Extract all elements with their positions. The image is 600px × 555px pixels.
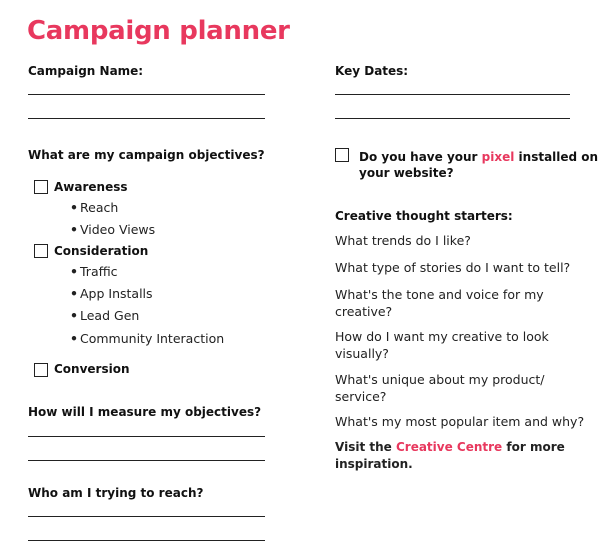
reach-line-1[interactable] bbox=[28, 516, 265, 517]
pixel-question bbox=[359, 149, 598, 181]
bullet-traffic: • Traffic bbox=[70, 264, 118, 279]
question-unique-line2: service? bbox=[335, 389, 387, 404]
measure-heading: How will I measure my objectives? bbox=[28, 405, 262, 419]
bullet-app-installs: • App Installs bbox=[70, 286, 153, 301]
visit-before: Visit the bbox=[335, 440, 396, 454]
bullet-lead-gen: • Lead Gen bbox=[70, 308, 140, 323]
conversion-checkbox[interactable] bbox=[34, 363, 48, 377]
key-dates-line-2[interactable] bbox=[335, 118, 570, 119]
page-title: Campaign planner bbox=[27, 16, 290, 46]
visit-text bbox=[335, 439, 565, 473]
objectives-heading: What are my campaign objectives? bbox=[28, 148, 265, 162]
bullet-traffic-text: Traffic bbox=[80, 264, 118, 279]
bullet-lead-gen-text: Lead Gen bbox=[80, 308, 140, 323]
bullet-community-interaction-text: Community Interaction bbox=[80, 331, 225, 346]
reach-heading: Who am I trying to reach? bbox=[28, 486, 204, 500]
bullet-community-interaction: • Community Interaction bbox=[70, 331, 225, 346]
pixel-question-line2: your website? bbox=[359, 166, 454, 180]
creative-centre-link[interactable]: Creative Centre bbox=[395, 440, 503, 454]
question-look bbox=[335, 328, 549, 362]
key-dates-line-1[interactable] bbox=[335, 94, 570, 95]
pixel-question-before: Do you have your bbox=[359, 150, 482, 164]
question-look-line1: How do I want my creative to look bbox=[335, 329, 549, 344]
awareness-checkbox[interactable] bbox=[34, 180, 48, 194]
question-trends bbox=[335, 232, 471, 249]
visit-after: for more bbox=[502, 440, 565, 454]
question-popular bbox=[335, 413, 584, 430]
question-unique-line1: What's unique about my product/ bbox=[335, 372, 545, 387]
key-dates-label: Key Dates: bbox=[335, 64, 409, 78]
question-tone-line1: What's the tone and voice for my bbox=[335, 287, 544, 302]
bullet-reach-text: Reach bbox=[80, 200, 119, 215]
question-unique bbox=[335, 371, 544, 405]
pixel-question-after: installed on bbox=[514, 150, 599, 164]
measure-line-1[interactable] bbox=[28, 436, 265, 437]
bullet-app-installs-text: App Installs bbox=[80, 286, 153, 301]
bullet-video-views: • Video Views bbox=[70, 222, 156, 237]
campaign-name-line-1[interactable] bbox=[28, 94, 265, 95]
question-tone bbox=[335, 286, 544, 320]
consideration-label: Consideration bbox=[54, 244, 149, 258]
conversion-label: Conversion bbox=[54, 362, 130, 376]
visit-line2: inspiration. bbox=[335, 457, 413, 471]
question-look-line2: visually? bbox=[335, 346, 389, 361]
measure-line-2[interactable] bbox=[28, 460, 265, 461]
awareness-label: Awareness bbox=[54, 180, 128, 194]
question-stories-text: What type of stories do I want to tell? bbox=[335, 260, 571, 275]
thought-starters-heading: Creative thought starters: bbox=[335, 209, 513, 223]
question-tone-line2: creative? bbox=[335, 304, 393, 319]
question-stories bbox=[335, 259, 570, 276]
campaign-name-label: Campaign Name: bbox=[28, 64, 144, 78]
consideration-checkbox[interactable] bbox=[34, 244, 48, 258]
pixel-link[interactable]: pixel bbox=[481, 150, 515, 164]
reach-line-2[interactable] bbox=[28, 540, 265, 541]
bullet-video-views-text: Video Views bbox=[80, 222, 156, 237]
question-popular-text: What's my most popular item and why? bbox=[335, 414, 585, 429]
campaign-name-line-2[interactable] bbox=[28, 118, 265, 119]
bullet-reach: • Reach bbox=[70, 200, 119, 215]
pixel-checkbox[interactable] bbox=[335, 148, 349, 162]
question-trends-text: What trends do I like? bbox=[335, 233, 471, 248]
